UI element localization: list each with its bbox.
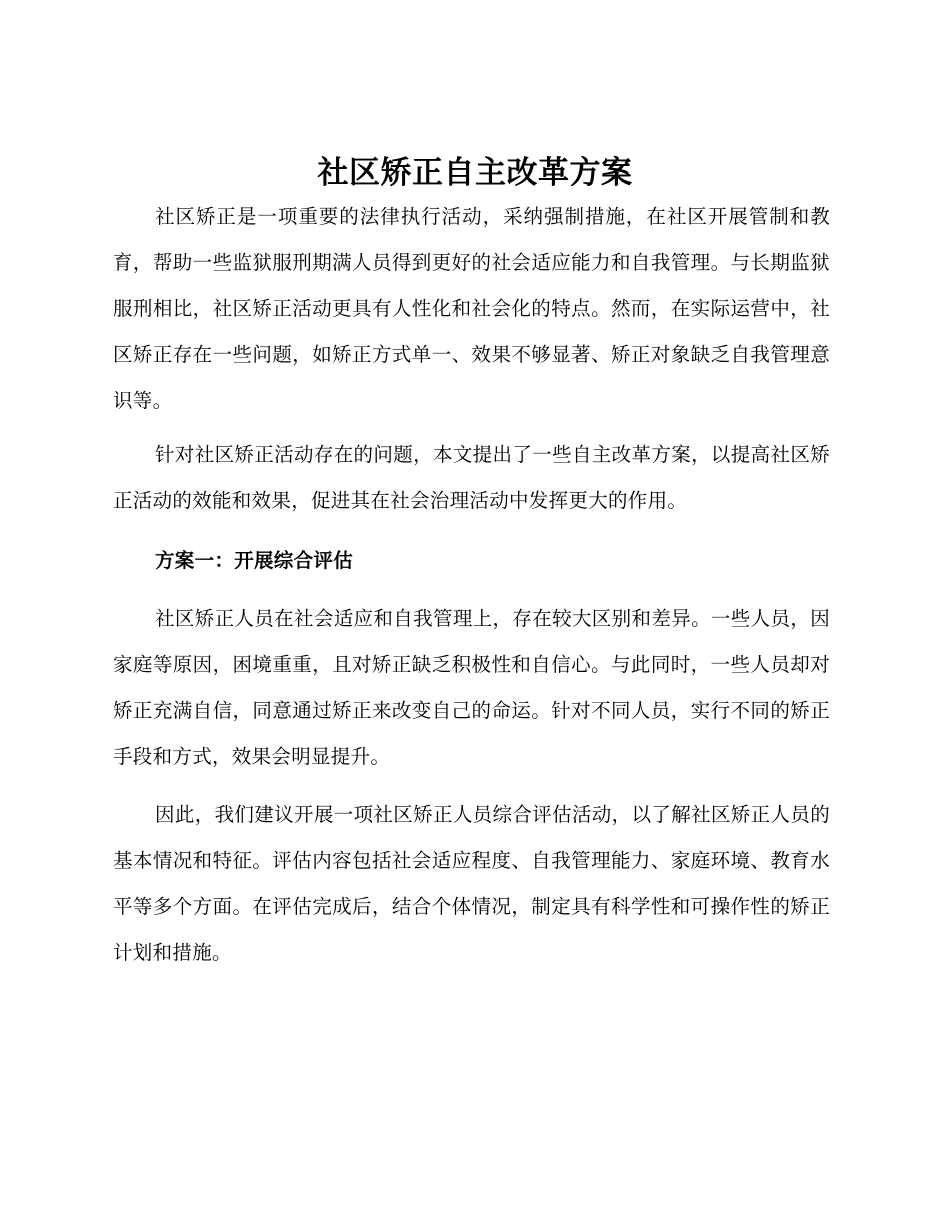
- section-heading: 方案一：开展综合评估: [155, 549, 354, 572]
- section-paragraph-1: 社区矫正人员在社会适应和自我管理上，存在较大区别和差异。一些人员，因家庭等原因，困境重重，且对矫正缺乏积极性和自信心。与此同时，一些人员却对矫正充满自信，同意通过矫正来改变自己的命运。针对不同人员，实行不同的矫正手段和方式，效果会明显提升。: [113, 607, 830, 768]
- purpose-paragraph: 针对社区矫正活动存在的问题，本文提出了一些自主改革方案，以提高社区矫正活动的效能和效果，促进其在社会治理活动中发挥更大的作用。: [113, 443, 830, 512]
- section-paragraph-2: 因此，我们建议开展一项社区矫正人员综合评估活动，以了解社区矫正人员的基本情况和特征。评估内容包括社会适应程度、自我管理能力、家庭环境、教育水平等多个方面。在评估完成后，结合个体情况，制定具有科学性和可操作性的矫正计划和措施。: [113, 803, 830, 964]
- document-title: 社区矫正自主改革方案: [317, 155, 633, 191]
- intro-paragraph: 社区矫正是一项重要的法律执行活动，采纳强制措施，在社区开展管制和教育，帮助一些监狱服刑期满人员得到更好的社会适应能力和自我管理。与长期监狱服刑相比，社区矫正活动更具有人性化和社会化的特点。然而，在实际运营中，社区矫正存在一些问题，如矫正方式单一、效果不够显著、矫正对象缺乏自我管理意识等。: [113, 205, 830, 412]
